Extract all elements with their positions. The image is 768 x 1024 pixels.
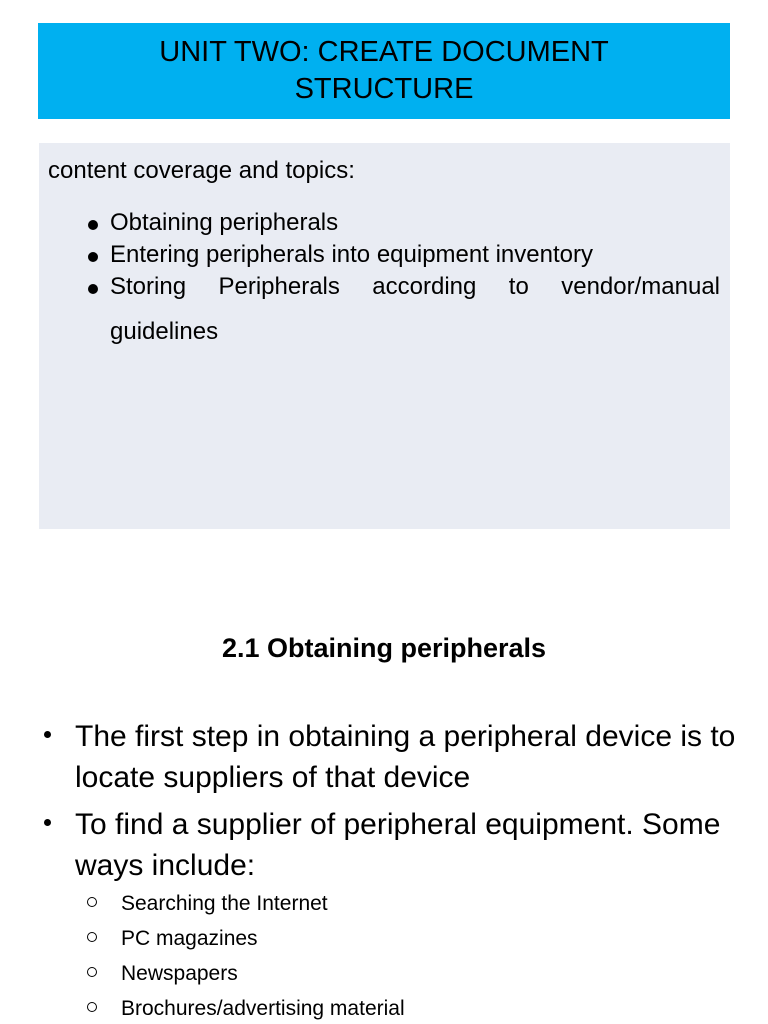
- coverage-item-text: Obtaining peripherals: [110, 209, 339, 236]
- circle-bullet-icon: [87, 967, 97, 977]
- coverage-item: [88, 264, 720, 354]
- coverage-item-text: Entering peripherals into equipment inventory: [110, 241, 593, 268]
- coverage-heading: content coverage and topics:: [48, 157, 355, 184]
- sub-bullet: [87, 991, 754, 1024]
- bullet-icon: [44, 731, 51, 738]
- sub-bullet-text: PC magazines: [121, 927, 258, 950]
- sub-bullet: [87, 921, 754, 956]
- page-title: UNIT TWO: CREATE DOCUMENT STRUCTURE: [159, 36, 609, 105]
- section-bullet: [42, 804, 742, 1024]
- sub-bullet-text: Brochures/advertising material: [121, 997, 405, 1020]
- bullet-icon: [88, 220, 98, 230]
- bullet-icon: [44, 819, 51, 826]
- coverage-list: [48, 200, 720, 354]
- content-coverage-box: [39, 143, 730, 529]
- bullet-icon: [88, 252, 98, 262]
- bullet-icon: [88, 284, 98, 294]
- sub-list-wrapper: [87, 886, 754, 1024]
- circle-bullet-icon: [87, 932, 97, 942]
- section-bullet-text: To find a supplier of peripheral equipment. Some ways include:: [75, 808, 721, 882]
- sub-bullet-text: Newspapers: [121, 962, 238, 985]
- circle-bullet-icon: [87, 1002, 97, 1012]
- coverage-item-text: Storing Peripherals according to vendor/manual guidelines: [110, 273, 720, 345]
- sub-bullet: [87, 886, 754, 921]
- section-bullet-text: The first step in obtaining a peripheral device is to locate suppliers of that device: [75, 720, 736, 794]
- section-bullet-list: [42, 716, 742, 1024]
- sub-bullet: [87, 956, 754, 991]
- section-bullet: [42, 716, 742, 798]
- sub-bullet-text: Searching the Internet: [121, 892, 328, 915]
- circle-bullet-icon: [87, 897, 97, 907]
- section-heading: 2.1 Obtaining peripherals: [221, 633, 547, 663]
- title-banner: [38, 23, 730, 119]
- sub-bullet-list: [87, 886, 754, 1024]
